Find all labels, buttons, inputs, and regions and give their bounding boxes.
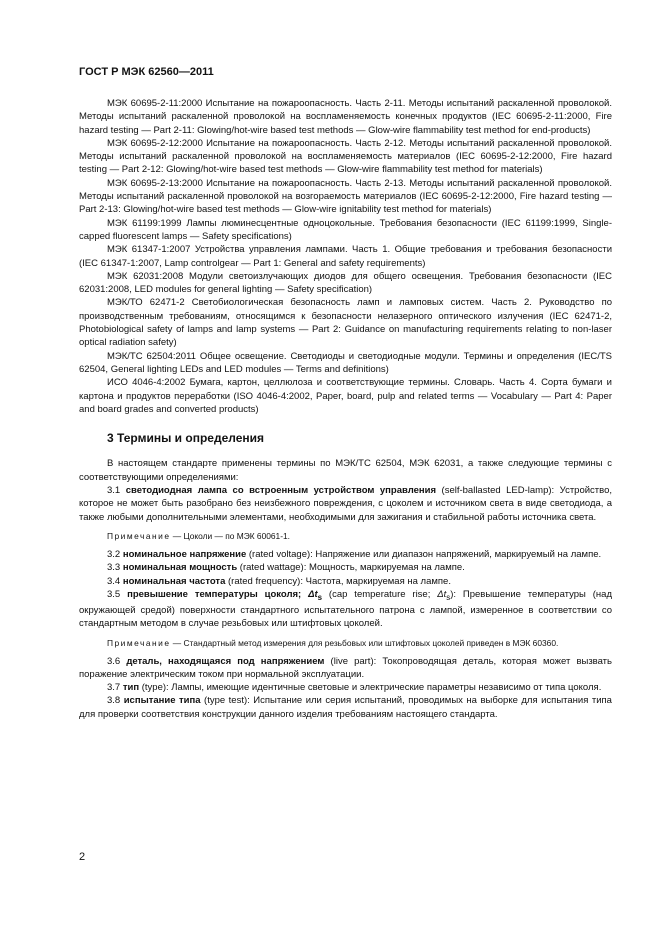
note-text: — Стандартный метод измерения для резьбовых или штифтовых цоколей приведен в МЭК 60360. (170, 637, 559, 648)
term-name: номинальная частота (122, 575, 226, 587)
term-text: (rated frequency): Частота, маркируемая на лампе. (225, 575, 451, 587)
term-definition (79, 548, 612, 561)
note (79, 530, 612, 542)
term-number: 3.1 (107, 485, 126, 497)
reference-item: МЭК 61199:1999 Лампы люминесцентные одноцокольные. Требования безопасности (IEC 61199:1999, Single-capped fluorescent lamps — Safety specifications) (79, 217, 612, 242)
term-number: 3.4 (107, 575, 123, 587)
term-definition (79, 561, 612, 574)
term-text: (cap temperature rise; (322, 588, 438, 600)
term-symbol: Δt (308, 588, 318, 600)
term-definition (79, 681, 612, 694)
reference-item: МЭК 60695-2-12:2000 Испытание на пожароопасность. Часть 2-12. Методы испытаний раскаленной проволокой. Методы испытаний раскаленной проволокой на воспламеняемость материалов (IEC 60695-2-12:2000, Fire hazard testing — Part 2-12: Glowing/hot-wire based test methods — Glow-wire flammability test method for materials) (79, 137, 612, 176)
note (79, 637, 612, 649)
reference-item: ИСО 4046-4:2002 Бумага, картон, целлюлоза и соответствующие термины. Словарь. Часть 4. Сорта бумаги и картона и продуктов переработки (ISO 4046-4:2002, Paper, board, pulp and related terms — Vocabulary — Part 4: Paper and board grades and converted products) (79, 377, 612, 415)
note-text: — Цоколи — по МЭК 60061-1. (170, 530, 290, 541)
document-body (79, 97, 612, 721)
term-definition (79, 694, 612, 721)
term-text: (rated voltage): Напряжение или диапазон напряжений, маркируемый на лампе. (246, 548, 602, 560)
term-definition (79, 575, 612, 588)
term-name: тип (122, 682, 140, 694)
term-number: 3.8 (107, 695, 124, 707)
term-number: 3.7 (107, 682, 123, 694)
term-name: превышение температуры цоколя; (127, 588, 309, 600)
note-label: Примечание (107, 530, 171, 541)
term-text: (type): Лампы, имеющие идентичные световые и электрические параметры независимо от типа цоколя. (139, 682, 602, 694)
reference-item: МЭК 61347-1:2007 Устройства управления лампами. Часть 1. Общие требования и требования безопасности (IEC 61347-1:2007, Lamp controlgear — Part 1: General and safety requirements) (79, 244, 612, 269)
term-text: (live part): Токопроводящая деталь, которая может вызвать поражение электрическим током при нормальной эксплуатации. (79, 655, 612, 680)
reference-item: МЭК/ТС 62504:2011 Общее освещение. Светодиоды и светодиодные модули. Термины и определения (IEC/TS 62504, General lighting LEDs and LED modules — Terms and definitions) (79, 350, 612, 375)
term-name: испытание типа (123, 695, 201, 707)
term-text: ): Превышение температуры (над окружающей средой) поверхности стандартного испытательного патрона с лампой, измеренное в соответствии со стандартным методом в случае резьбовых или штифтовых цоколей. (79, 588, 612, 630)
term-symbol-subscript: s (317, 592, 323, 602)
reference-item: МЭК/ТО 62471-2 Светобиологическая безопасность ламп и ламповых систем. Часть 2. Руководство по производственным требованиям, относящимся к безопасности нелазерного оптического излучения (IEC 62471-2, Photobiological safety of lamps and lamp systems — Part 2: Guidance on manufacturing requirements relating to non-laser optical radiation safety) (79, 297, 612, 349)
term-definition (79, 588, 612, 631)
note-label: Примечание (107, 637, 171, 648)
term-definition (79, 655, 612, 682)
term-name: светодиодная лампа со встроенным устройством управления (125, 485, 437, 497)
term-name: деталь, находящаяся под напряжением (126, 655, 325, 667)
term-symbol-subscript: s (446, 592, 451, 602)
term-text: (self-ballasted LED-lamp): Устройство, которое не может быть разобрано без неизбежного повреждения, с цоколем и источником света в виде светодиода, а также любыми дополнительными элементами, необходимыми для зажигания и стабильной работы источника света. (79, 485, 613, 523)
reference-item: МЭК 60695-2-13:2000 Испытание на пожароопасность. Часть 2-13. Методы испытаний раскаленной проволокой. Методы испытаний раскаленной проволокой на возгораемость материалов (IEC 60695-2-12:2000, Fire hazard testing — Part 2-13: Glowing/hot-wire based test methods — Glow-wire ignitability test method for materials) (79, 177, 612, 216)
term-text: (type test): Испытание или серия испытаний, проводимых на выборке для испытания типа для проверки соответствия конструкции данного изделия требованиям настоящего стандарта. (79, 695, 612, 720)
document-header: ГОСТ Р МЭК 62560—2011 (79, 66, 214, 78)
term-number: 3.6 (107, 655, 127, 667)
term-text: (rated wattage): Мощность, маркируемая на лампе. (237, 562, 465, 574)
term-symbol: Δt (437, 588, 447, 600)
page-number: 2 (79, 851, 86, 863)
reference-item: МЭК 60695-2-11:2000 Испытание на пожароопасность. Часть 2-11. Методы испытаний раскаленной проволокой. Методы испытаний раскаленной проволокой на воспламеняемость конечных продуктов (IEC 60695-2-11:2000, Fire hazard testing — Part 2-11: Glowing/hot-wire based test methods — Glow-wire flammability test method for end-products) (79, 98, 612, 136)
term-name: номинальная мощность (122, 562, 238, 574)
term-definition (79, 484, 612, 524)
term-number: 3.2 (107, 548, 123, 560)
term-number: 3.5 (107, 588, 128, 600)
section-intro: В настоящем стандарте применены термины по МЭК/ТС 62504, МЭК 62031, а также следующие термины с соответствующими определениями: (79, 458, 612, 483)
term-number: 3.3 (107, 562, 123, 574)
reference-item: МЭК 62031:2008 Модули светоизлучающих диодов для общего освещения. Требования безопасности (IEC 62031:2008, LED modules for general lighting — Safety specification) (79, 270, 612, 296)
term-name: номинальное напряжение (122, 548, 247, 560)
section-title: 3 Термины и определения (107, 431, 265, 446)
